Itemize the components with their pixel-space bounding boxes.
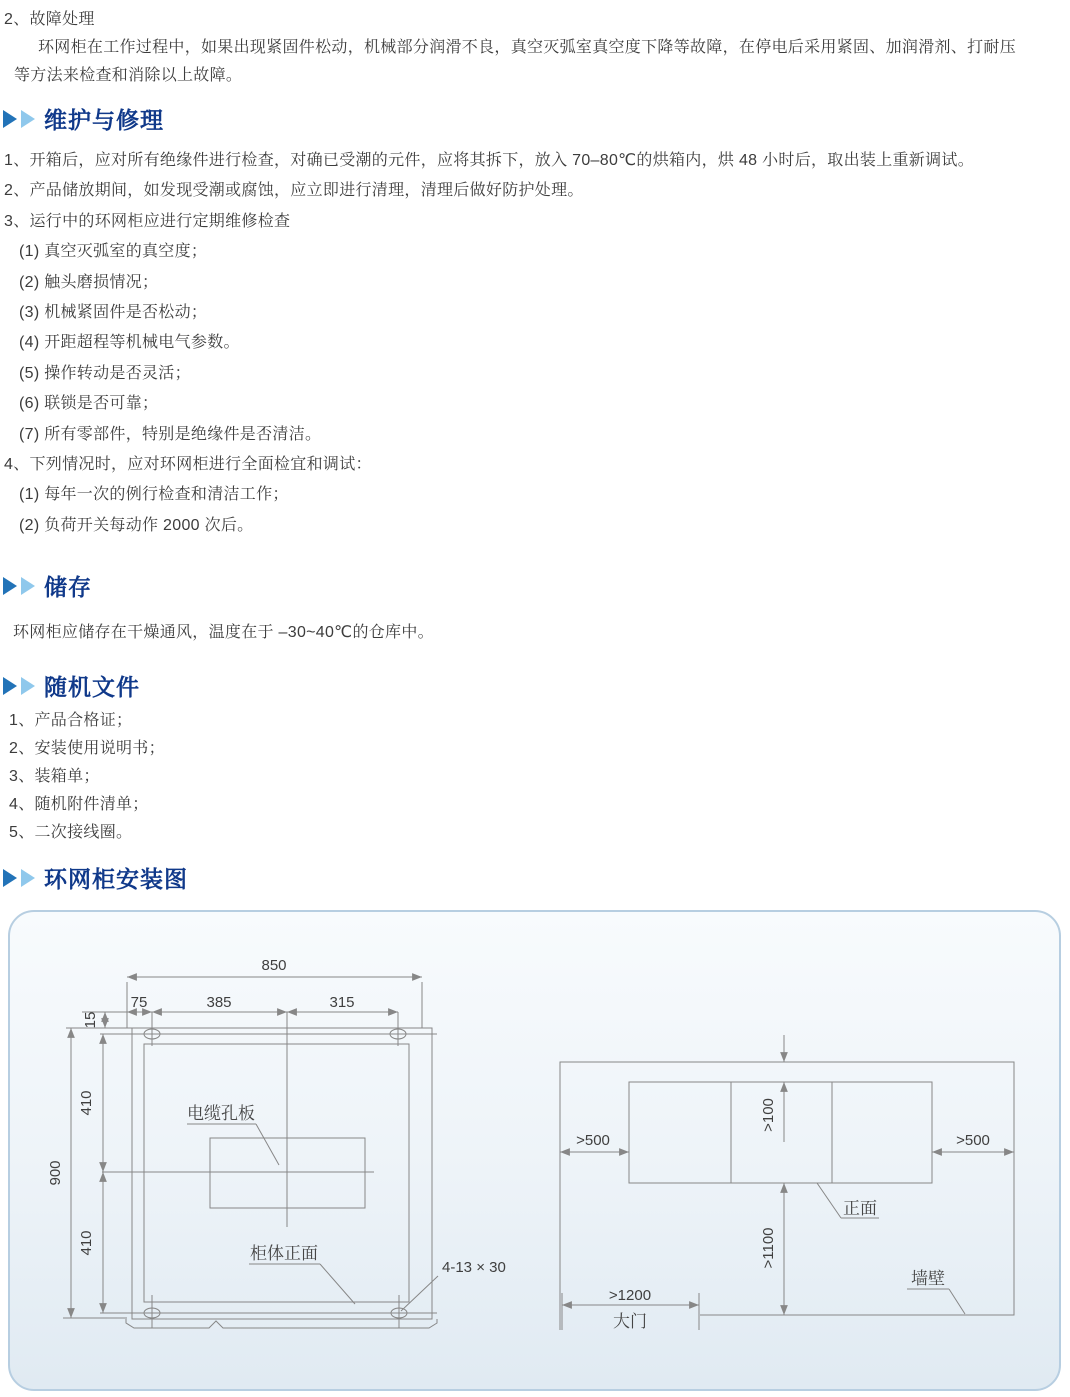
- heading-arrow-light-icon: [21, 869, 35, 887]
- dim-315-label: 315: [329, 994, 355, 1011]
- room-layout-labels: [576, 1098, 990, 1331]
- heading-arrow-dark-icon: [3, 577, 17, 595]
- list-item: (7) 所有零部件，特别是绝缘件是否清洁。: [19, 425, 322, 443]
- leader-cabinet-front: [249, 1264, 355, 1304]
- list-item: (1) 真空灭弧室的真空度；: [19, 243, 208, 261]
- section-heading-maintenance: [3, 105, 164, 132]
- dim-900: [63, 1028, 127, 1318]
- list-item: 1、开箱后，应对所有绝缘件进行检查，对确已受潮的元件，应将其拆下，放入 70–80℃的烘箱内，烘 48 小时后，取出装上重新调试。: [4, 152, 974, 169]
- heading-arrow-dark-icon: [3, 869, 17, 887]
- heading-arrow-dark-icon: [3, 110, 17, 128]
- base-profile: [126, 1319, 437, 1328]
- section-heading-text: 储存: [44, 574, 92, 600]
- cabinet-front-label: 柜体正面: [250, 1244, 318, 1263]
- maintenance-list: [4, 146, 974, 541]
- list-item: (3) 机械紧固件是否松动；: [19, 304, 208, 322]
- cabinet-outer-outline: [132, 1028, 432, 1319]
- list-item: 2、产品储放期间，如发现受潮或腐蚀，应立即进行清理，清理后做好防护处理。: [4, 182, 584, 200]
- dim-left-label: >500: [576, 1132, 610, 1149]
- list-item: (1) 每年一次的例行检查和清洁工作；: [19, 486, 289, 504]
- cabinet-outline: [629, 1082, 932, 1183]
- list-item: 3、运行中的环网柜应进行定期维修检查: [4, 212, 291, 230]
- section-heading-text: 环网柜安装图: [44, 866, 188, 892]
- foundation-plan-labels: [47, 957, 506, 1276]
- section-heading-installation: [3, 864, 188, 891]
- door-label: 大门: [613, 1312, 647, 1331]
- documents-list: [9, 707, 165, 847]
- dim-door-label: >1200: [608, 1287, 652, 1304]
- leader-cable-plate: [187, 1124, 279, 1165]
- dim-15-label: 15: [82, 1011, 99, 1029]
- list-item: (5) 操作转动是否灵活；: [19, 364, 191, 382]
- dim-850: [127, 977, 422, 1028]
- list-item: 4、随机附件清单；: [9, 796, 149, 813]
- list-item: 5、二次接线圈。: [9, 824, 133, 841]
- dim-front-label: >1100: [760, 1227, 777, 1269]
- list-item: (6) 联锁是否可靠；: [19, 395, 159, 413]
- wall-label: 墙壁: [911, 1269, 945, 1288]
- dim-410b-label: 410: [78, 1230, 95, 1256]
- hole-spec-label: 4-13 × 30: [442, 1259, 506, 1276]
- dim-back-label: >100: [760, 1098, 777, 1132]
- room-layout: [560, 1035, 1014, 1330]
- storage-body: 环网柜应储存在干燥通风，温度在于 –30~40℃的仓库中。: [13, 624, 434, 641]
- dim-75-label: 75: [130, 994, 148, 1011]
- mounting-holes: [144, 1022, 407, 1328]
- dim-900-label: 900: [47, 1160, 64, 1186]
- list-item: 1、产品合格证；: [9, 712, 133, 729]
- list-item: (4) 开距超程等机械电气参数。: [19, 334, 240, 352]
- dim-right-label: >500: [956, 1132, 990, 1149]
- installation-diagram-panel: [8, 910, 1061, 1391]
- section-heading-documents: [3, 672, 140, 699]
- dim-385-label: 385: [206, 994, 232, 1011]
- fault-handling-line2: 等方法来检查和消除以上故障。: [14, 67, 243, 84]
- cabinet-inner-outline: [144, 1044, 409, 1302]
- heading-arrow-light-icon: [21, 110, 35, 128]
- dim-850-label: 850: [261, 957, 287, 974]
- list-item: 2、安装使用说明书；: [9, 740, 165, 757]
- heading-arrow-light-icon: [21, 677, 35, 695]
- section-heading-storage: [3, 572, 92, 599]
- section-heading-text: 维护与修理: [44, 107, 164, 133]
- section-heading-text: 随机文件: [44, 674, 140, 700]
- installation-diagram-svg: [10, 912, 1059, 1385]
- fault-handling-line1: 环网柜在工作过程中，如果出现紧固件松动，机械部分润滑不良，真空灭弧室真空度下降等故障，在停电后采用紧固、加润滑剂、打耐压: [38, 39, 1017, 56]
- cable-plate-label: 电缆孔板: [187, 1104, 255, 1123]
- front-label: 正面: [843, 1199, 877, 1218]
- list-item: 3、装箱单；: [9, 768, 100, 785]
- leader-wall: [907, 1289, 965, 1314]
- list-item: 4、下列情况时，应对环网柜进行全面检宜和调试：: [4, 456, 372, 474]
- dim-410a-label: 410: [78, 1090, 95, 1116]
- dim-75-385-315: [127, 1012, 398, 1024]
- heading-arrow-light-icon: [21, 577, 35, 595]
- heading-arrow-dark-icon: [3, 677, 17, 695]
- list-item: (2) 触头磨损情况；: [19, 273, 159, 291]
- dim-15: [66, 1012, 132, 1028]
- fault-handling-title: 2、故障处理: [4, 11, 95, 28]
- foundation-plan: [63, 977, 438, 1328]
- list-item: (2) 负荷开关每动作 2000 次后。: [19, 516, 254, 534]
